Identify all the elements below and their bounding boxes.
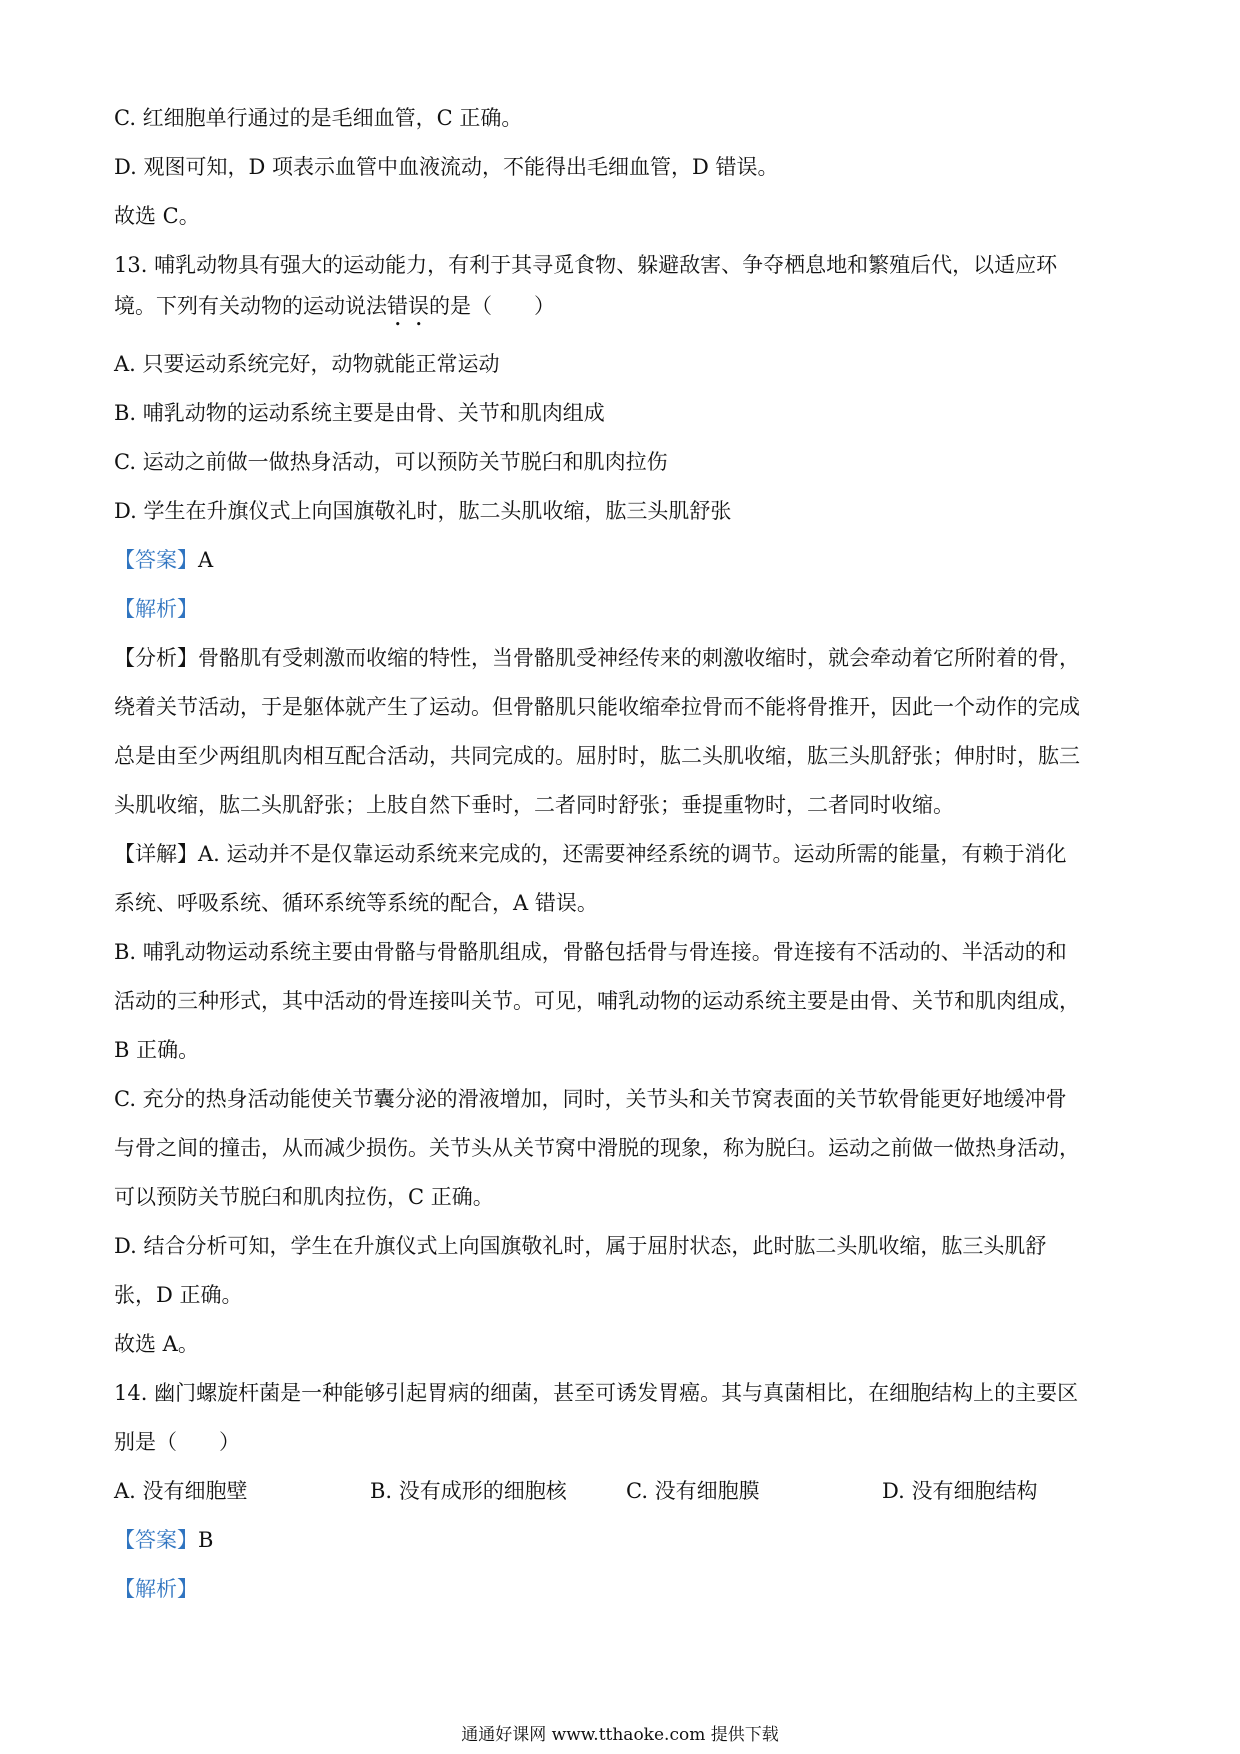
analysis-line <box>114 644 1080 672</box>
detail-line <box>114 840 1067 868</box>
analysis-tag: 【解析】 <box>114 1577 198 1601</box>
question-13-stem: 13. 哺乳动物具有强大的运动能力，有利于其寻觅食物、躲避敌害、争夺栖息地和繁殖后代，以适应环 <box>114 253 1058 277</box>
answer-tag: 【答案】 <box>114 1528 198 1552</box>
option-a: A. 没有细胞壁 <box>114 1479 248 1503</box>
option-b: B. 没有成形的细胞核 <box>370 1479 567 1503</box>
analysis-text: 骨骼肌有受刺激而收缩的特性，当骨骼肌受神经传来的刺激收缩时，就会牵动着它所附着的骨， <box>198 646 1080 670</box>
detail-line: 系统、呼吸系统、循环系统等系统的配合，A 错误。 <box>114 891 598 915</box>
option-a: A. 只要运动系统完好，动物就能正常运动 <box>114 352 500 376</box>
answer-line <box>114 1526 213 1554</box>
option-c: C. 没有细胞膜 <box>626 1479 760 1503</box>
conclusion-line: 故选 A。 <box>114 1332 199 1356</box>
analysis-tag: 【解析】 <box>114 597 198 621</box>
answer-line <box>114 546 213 574</box>
option-d: D. 没有细胞结构 <box>882 1479 1038 1503</box>
analysis-label: 【分析】 <box>114 646 198 670</box>
question-14-stem: 14. 幽门螺旋杆菌是一种能够引起胃病的细菌，甚至可诱发胃癌。其与真菌相比，在细胞结构上的主要区 <box>114 1381 1079 1405</box>
conclusion-line: 故选 C。 <box>114 204 200 228</box>
emphasized-word: 错误 <box>387 294 429 318</box>
answer-tag: 【答案】 <box>114 548 198 572</box>
analysis-heading <box>114 1575 198 1603</box>
question-14-stem-cont: 别是（ ） <box>114 1430 240 1454</box>
answer-value: B <box>198 1528 214 1552</box>
answer-value: A <box>198 548 214 572</box>
detail-line: B 正确。 <box>114 1038 200 1062</box>
detail-text: A. 运动并不是仅靠运动系统来完成的，还需要神经系统的调节。运动所需的能量，有赖于消化 <box>198 842 1067 866</box>
stem-text: 的是（ ） <box>429 294 555 318</box>
explanation-line: C. 红细胞单行通过的是毛细血管，C 正确。 <box>114 106 523 130</box>
analysis-heading <box>114 595 198 623</box>
detail-line: D. 结合分析可知，学生在升旗仪式上向国旗敬礼时，属于屈肘状态，此时肱二头肌收缩，肱三头肌舒 <box>114 1234 1047 1258</box>
detail-line: B. 哺乳动物运动系统主要由骨骼与骨骼肌组成，骨骼包括骨与骨连接。骨连接有不活动的、半活动的和 <box>114 940 1067 964</box>
option-d: D. 学生在升旗仪式上向国旗敬礼时，肱二头肌收缩，肱三头肌舒张 <box>114 499 732 523</box>
question-13-stem-cont <box>114 292 555 331</box>
analysis-line: 头肌收缩，肱二头肌舒张；上肢自然下垂时，二者同时舒张；垂提重物时，二者同时收缩。 <box>114 793 954 817</box>
option-c: C. 运动之前做一做热身活动，可以预防关节脱臼和肌肉拉伤 <box>114 450 668 474</box>
explanation-line: D. 观图可知，D 项表示血管中血液流动，不能得出毛细血管，D 错误。 <box>114 155 779 179</box>
page-footer: 通通好课网 www.tthaoke.com 提供下载 <box>461 1725 779 1745</box>
stem-text: 境。下列有关动物的运动说法 <box>114 294 387 318</box>
detail-line: C. 充分的热身活动能使关节囊分泌的滑液增加，同时，关节头和关节窝表面的关节软骨能更好地缓冲骨 <box>114 1087 1067 1111</box>
analysis-line: 总是由至少两组肌肉相互配合活动，共同完成的。屈肘时，肱二头肌收缩，肱三头肌舒张；伸肘时，肱三 <box>114 744 1080 768</box>
analysis-line: 绕着关节活动，于是躯体就产生了运动。但骨骼肌只能收缩牵拉骨而不能将骨推开，因此一个动作的完成 <box>114 695 1080 719</box>
detail-line: 活动的三种形式，其中活动的骨连接叫关节。可见，哺乳动物的运动系统主要是由骨、关节和肌肉组成， <box>114 989 1080 1013</box>
detail-line: 张，D 正确。 <box>114 1283 243 1307</box>
option-b: B. 哺乳动物的运动系统主要是由骨、关节和肌肉组成 <box>114 401 605 425</box>
detail-line: 与骨之间的撞击，从而减少损伤。关节头从关节窝中滑脱的现象，称为脱臼。运动之前做一做热身活动， <box>114 1136 1080 1160</box>
detail-line: 可以预防关节脱臼和肌肉拉伤，C 正确。 <box>114 1185 494 1209</box>
detail-label: 【详解】 <box>114 842 198 866</box>
